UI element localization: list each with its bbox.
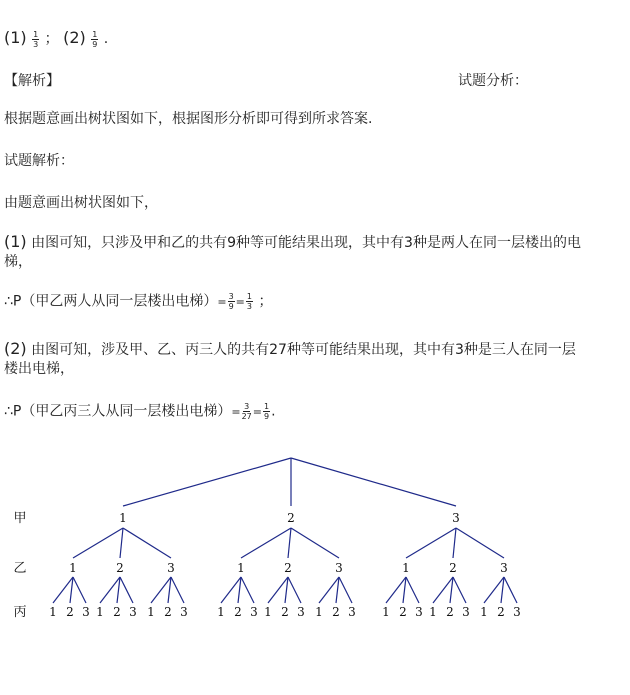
node-bing-1: 1 <box>49 605 57 619</box>
branch-yi-to-bing <box>73 577 86 603</box>
p1-end: ； <box>258 293 273 310</box>
node-bing-1: 1 <box>96 605 104 619</box>
branch-yi-to-bing <box>171 577 184 603</box>
branch-root-to-jia-1 <box>123 458 291 506</box>
p1-equals: = <box>217 295 227 309</box>
fraction-numerator: 1 <box>33 29 39 39</box>
branch-yi-to-bing <box>504 577 517 603</box>
tree-diagram <box>0 450 630 630</box>
branch-yi-to-bing <box>339 577 352 603</box>
node-bing-1: 1 <box>217 605 225 619</box>
level-label-3: 丙 <box>13 605 27 620</box>
node-bing-1: 1 <box>315 605 323 619</box>
node-yi-3: 3 <box>500 561 508 575</box>
solution-intro: 由题意画出树状图如下， <box>4 195 158 211</box>
node-bing-3: 3 <box>82 605 90 619</box>
node-yi-1: 1 <box>237 561 245 575</box>
branch-jia-to-yi <box>453 528 456 558</box>
part2-number-2: 3 <box>454 342 464 358</box>
node-yi-3: 3 <box>167 561 175 575</box>
part1-number-2: 3 <box>404 235 413 251</box>
node-bing-1: 1 <box>382 605 390 619</box>
fraction-numerator: 1 <box>92 29 98 39</box>
part2-label: (2) <box>4 339 27 358</box>
part1-label: (1) <box>4 232 27 251</box>
branch-yi-to-bing <box>241 577 254 603</box>
level-label-2: 乙 <box>13 561 27 576</box>
node-yi-3: 3 <box>335 561 343 575</box>
node-yi-2: 2 <box>284 561 292 575</box>
analysis-heading: 【解析】 <box>4 73 60 89</box>
answer-part1-label: (1) <box>4 28 27 47</box>
node-jia-3: 3 <box>452 511 460 525</box>
part1-line-1 <box>4 233 581 252</box>
branch-root-to-jia-3 <box>291 458 456 506</box>
fraction-numerator: 1 <box>246 292 252 301</box>
branch-yi-to-bing <box>453 577 466 603</box>
branch-yi-to-bing <box>406 577 419 603</box>
branch-jia-to-yi <box>288 528 291 558</box>
node-bing-2: 2 <box>66 605 74 619</box>
node-yi-2: 2 <box>449 561 457 575</box>
p2-lhs: ∴P（甲乙丙三人从同一层楼出电梯） <box>4 403 232 420</box>
answer-part2-label: (2) <box>63 28 86 47</box>
part2-text-a: 由图可知，涉及甲、乙、丙三人的共有 <box>31 342 270 358</box>
p2-equals: = <box>231 405 241 419</box>
node-bing-3: 3 <box>513 605 521 619</box>
node-bing-2: 2 <box>332 605 340 619</box>
part2-line-1 <box>4 340 576 359</box>
part1-line-2: 梯， <box>4 254 32 270</box>
answer-fraction-2 <box>91 30 98 49</box>
branch-yi-to-bing <box>288 577 301 603</box>
node-bing-2: 2 <box>234 605 242 619</box>
p1-lhs: ∴P（甲乙两人从同一层楼出电梯） <box>4 293 218 310</box>
branch-jia-to-yi <box>120 528 123 558</box>
part2-line-2: 楼出电梯， <box>4 361 74 377</box>
part1-probability <box>4 292 272 312</box>
analysis-text: 根据题意画出树状图如下，根据图形分析即可得到所求答案. <box>4 111 373 127</box>
node-bing-2: 2 <box>113 605 121 619</box>
branch-jia-to-yi <box>73 528 123 558</box>
part2-number-1: 27 <box>269 342 287 358</box>
fraction-numerator: 3 <box>244 402 250 411</box>
node-jia-2: 2 <box>287 511 295 525</box>
node-bing-1: 1 <box>480 605 488 619</box>
p1-equals-2: = <box>235 295 245 309</box>
node-bing-3: 3 <box>462 605 470 619</box>
node-bing-2: 2 <box>164 605 172 619</box>
node-yi-2: 2 <box>116 561 124 575</box>
node-bing-1: 1 <box>429 605 437 619</box>
answer-end: . <box>103 31 109 47</box>
node-bing-3: 3 <box>348 605 356 619</box>
part2-probability <box>4 402 276 422</box>
node-bing-1: 1 <box>264 605 272 619</box>
branch-yi-to-bing <box>120 577 133 603</box>
node-jia-1: 1 <box>119 511 127 525</box>
fraction-numerator: 1 <box>263 402 270 411</box>
answer-fraction-1 <box>32 30 39 49</box>
node-bing-2: 2 <box>281 605 289 619</box>
node-bing-2: 2 <box>399 605 407 619</box>
node-bing-2: 2 <box>497 605 505 619</box>
branch-jia-to-yi <box>456 528 504 558</box>
answer-separator: ； <box>44 31 59 47</box>
p2-fraction-2 <box>263 402 270 421</box>
p1-fraction-1 <box>228 292 235 311</box>
part2-text-c: 种是三人在同一层 <box>463 342 576 358</box>
p2-end: . <box>271 403 276 420</box>
branch-jia-to-yi <box>123 528 171 558</box>
node-yi-1: 1 <box>69 561 77 575</box>
fraction-denominator: 9 <box>92 39 98 49</box>
part2-text-b: 种等可能结果出现，其中有 <box>286 342 455 358</box>
node-bing-3: 3 <box>180 605 188 619</box>
node-bing-3: 3 <box>297 605 305 619</box>
fraction-denominator: 3 <box>246 302 252 311</box>
answer-line <box>4 29 108 49</box>
p2-equals-2: = <box>252 405 262 419</box>
node-bing-3: 3 <box>250 605 258 619</box>
branch-jia-to-yi <box>291 528 339 558</box>
fraction-denominator: 27 <box>241 412 252 421</box>
node-bing-3: 3 <box>129 605 137 619</box>
part1-text-a: 由图可知，只涉及甲和乙的共有 <box>31 235 228 251</box>
solution-label: 试题解析： <box>4 153 74 169</box>
part1-text-b: 种等可能结果出现，其中有 <box>236 235 405 251</box>
node-bing-1: 1 <box>147 605 155 619</box>
fraction-denominator: 9 <box>228 302 234 311</box>
node-yi-1: 1 <box>402 561 410 575</box>
p1-fraction-2 <box>246 292 253 311</box>
node-bing-3: 3 <box>415 605 423 619</box>
part1-number-1: 9 <box>227 235 237 251</box>
fraction-denominator: 3 <box>33 39 39 49</box>
fraction-denominator: 9 <box>263 412 270 421</box>
branch-jia-to-yi <box>241 528 291 558</box>
part1-text-c: 种是两人在同一层楼出的电 <box>412 235 581 251</box>
node-bing-2: 2 <box>446 605 454 619</box>
analysis-side-label: 试题分析： <box>458 73 528 89</box>
branch-jia-to-yi <box>406 528 456 558</box>
level-label-1: 甲 <box>13 511 27 526</box>
p2-fraction-1 <box>242 402 252 421</box>
fraction-numerator: 3 <box>228 292 234 301</box>
